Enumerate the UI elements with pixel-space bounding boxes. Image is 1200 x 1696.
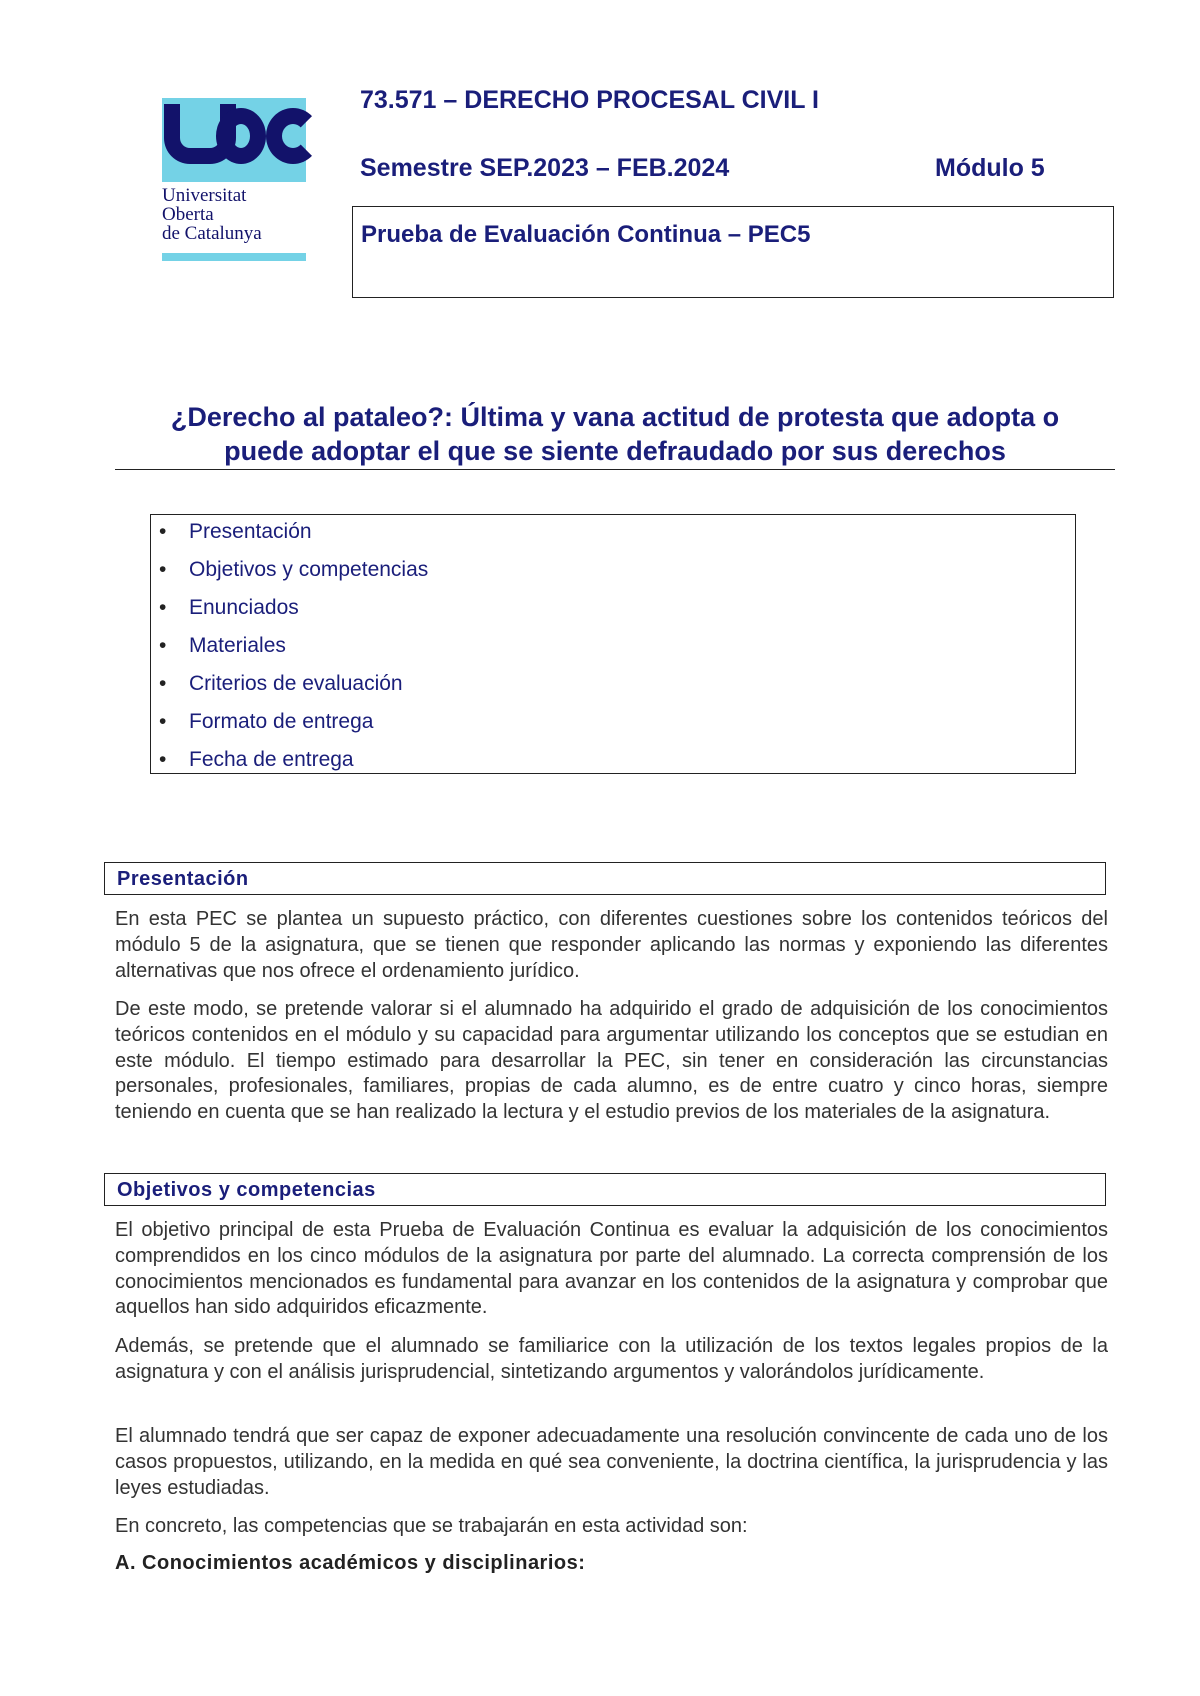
toc-item-label: Criterios de evaluación	[189, 672, 403, 695]
section-heading-objetivos	[104, 1173, 1106, 1206]
toc-item-presentacion[interactable]	[159, 520, 312, 544]
bullet: •	[159, 520, 167, 543]
document-title-line2: puede adoptar el que se siente defraudado por sus derechos	[224, 436, 1006, 466]
document-title	[115, 400, 1115, 468]
toc-item-formato[interactable]	[159, 710, 373, 734]
pec-title: Prueba de Evaluación Continua – PEC5	[361, 221, 811, 248]
logo-wordmark	[162, 186, 306, 243]
document-title-line1: ¿Derecho al pataleo?: Última y vana actitud de protesta que adopta o	[170, 402, 1060, 432]
logo-text-line3: de Catalunya	[162, 223, 262, 244]
bullet: •	[159, 634, 167, 657]
paragraph: El objetivo principal de esta Prueba de Evaluación Continua es evaluar la adquisición de los conocimientos comprendidos en los cinco módulos de la asignatura por parte del alumnado. La correcta comprensión de los conocimientos mencionados es fundamental para avanzar en los contenidos de la asignatura y comprobar que aquellos han sido adquiridos eficazmente.	[115, 1219, 1108, 1319]
uoc-logo	[162, 98, 306, 261]
paragraph: En concreto, las competencias que se trabajarán en esta actividad son:	[115, 1515, 748, 1537]
toc-item-label: Materiales	[189, 634, 286, 657]
bullet: •	[159, 596, 167, 619]
section-heading-label: Presentación	[117, 868, 249, 890]
title-divider	[115, 469, 1115, 470]
logo-underline-bar	[162, 253, 306, 261]
table-of-contents	[150, 514, 1076, 774]
bullet: •	[159, 672, 167, 695]
logo-letter-c	[266, 108, 320, 164]
bullet: •	[159, 710, 167, 733]
toc-item-materiales[interactable]	[159, 634, 286, 658]
toc-item-label: Enunciados	[189, 596, 299, 619]
section-heading-label: Objetivos y competencias	[117, 1179, 376, 1201]
toc-item-fecha[interactable]	[159, 748, 354, 772]
paragraph: De este modo, se pretende valorar si el alumnado ha adquirido el grado de adquisición de los conocimientos teóricos contenidos en el módulo y su capacidad para argumentar utilizando los conceptos que se estudian en este módulo. El tiempo estimado para desarrollar la PEC, sin tener en consideración las circunstancias personales, profesionales, familiares, propias de cada alumno, es de entre cuatro y cinco horas, siempre teniendo en cuenta que se han realizado la lectura y el estudio previos de los materiales de la asignatura.	[115, 998, 1108, 1124]
logo-text-line1: Universitat	[162, 185, 247, 206]
toc-item-objetivos[interactable]	[159, 558, 428, 582]
course-title: 73.571 – DERECHO PROCESAL CIVIL I	[360, 86, 819, 114]
paragraph: El alumnado tendrá que ser capaz de exponer adecuadamente una resolución convincente de cada uno de los casos propuestos, utilizando, en la medida en qué sea conveniente, la doctrina científica, la jurisprudencia y las leyes estudiadas.	[115, 1425, 1108, 1499]
toc-item-label: Objetivos y competencias	[189, 558, 429, 581]
section-heading-presentacion	[104, 862, 1106, 895]
module-label: Módulo 5	[935, 154, 1045, 182]
paragraph: Además, se pretende que el alumnado se familiarice con la utilización de los textos legales propios de la asignatura y con el análisis jurisprudencial, sintetizando argumentos y valorándolos jurídicamente.	[115, 1335, 1108, 1383]
pec-title-box	[352, 206, 1114, 298]
logo-letter-o	[216, 108, 266, 164]
bullet: •	[159, 748, 167, 771]
toc-item-criterios[interactable]	[159, 672, 403, 696]
toc-item-label: Fecha de entrega	[189, 748, 354, 771]
bullet: •	[159, 558, 167, 581]
toc-item-label: Presentación	[189, 520, 312, 543]
toc-item-label: Formato de entrega	[189, 710, 374, 733]
logo-text-line2: Oberta	[162, 204, 214, 225]
toc-item-enunciados[interactable]	[159, 596, 299, 620]
uoc-logo-mark	[162, 98, 306, 182]
semester-label: Semestre SEP.2023 – FEB.2024	[360, 154, 730, 182]
subheading-conocimientos: A. Conocimientos académicos y disciplinarios:	[115, 1552, 586, 1574]
paragraph: En esta PEC se plantea un supuesto práctico, con diferentes cuestiones sobre los contenidos teóricos del módulo 5 de la asignatura, que se tienen que responder aplicando las normas y exponiendo las diferentes alternativas que nos ofrece el ordenamiento jurídico.	[115, 908, 1108, 982]
